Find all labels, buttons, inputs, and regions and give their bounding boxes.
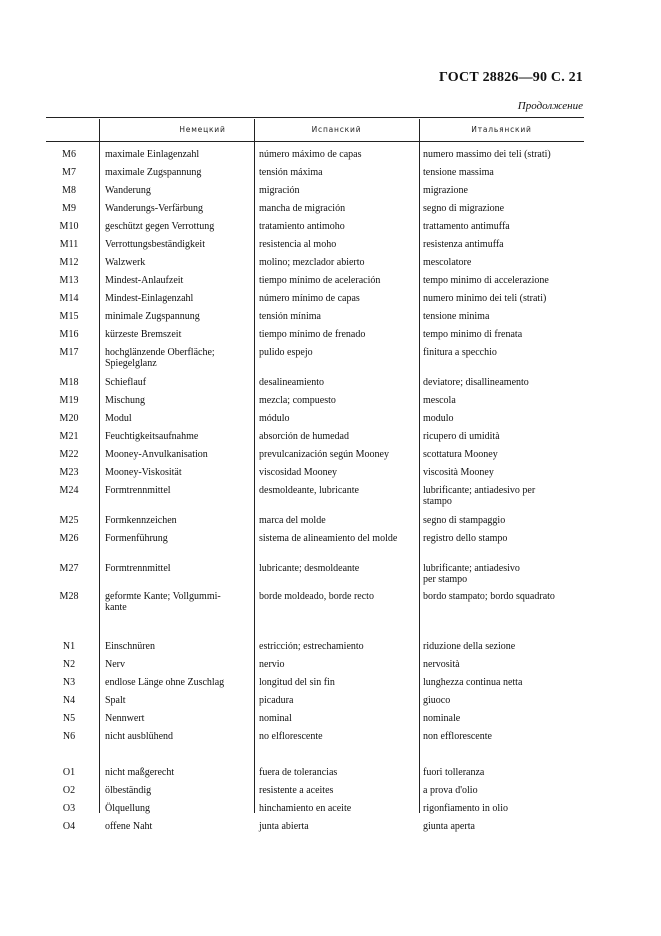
term-code: M28 [59,591,79,602]
term-code: M20 [59,413,79,424]
german-term: Spalt [105,695,126,706]
term-code: M19 [59,395,79,406]
italian-term: mescolatore [423,257,472,268]
term-code: N1 [62,641,76,652]
german-term: Mindest-Anlaufzeit [105,275,184,286]
italian-term: giunta aperta [423,821,475,832]
spanish-term: hinchamiento en aceite [259,803,352,814]
spanish-term: tensión mínima [259,311,321,322]
spanish-term: número máximo de capas [259,149,362,160]
spanish-term: nervio [259,659,285,670]
spanish-term: lubricante; desmoldeante [259,563,360,574]
italian-term: trattamento antimuffa [423,221,510,232]
column-header-german: Немецкий [179,125,226,134]
italian-term: riduzione della sezione [423,641,516,652]
spanish-term: junta abierta [259,821,309,832]
german-term: geformte Kante; Vollgummi- kante [105,591,221,613]
italian-term: lubrificante; antiadesivo per stampo [423,485,536,507]
term-code: M12 [59,257,79,268]
spanish-term: sistema de alineamiento del molde [259,533,398,544]
spanish-term: tiempo mínimo de frenado [259,329,366,340]
italian-term: resistenza antimuffa [423,239,504,250]
german-term: kürzeste Bremszeit [105,329,182,340]
spanish-term: mancha de migración [259,203,346,214]
spanish-term: módulo [259,413,290,424]
german-term: hochglänzende Oberfläche; Spiegelglanz [105,347,215,369]
german-term: ölbeständig [105,785,152,796]
term-code: M14 [59,293,79,304]
italian-term: segno di stampaggio [423,515,506,526]
spanish-term: resistencia al moho [259,239,337,250]
term-code: M6 [62,149,76,160]
german-term: Walzwerk [105,257,146,268]
term-code: M18 [59,377,79,388]
continuation-label: Продолжение [517,100,583,112]
term-code: O3 [62,803,76,814]
column-divider [99,119,100,813]
german-term: Mischung [105,395,145,406]
spanish-term: marca del molde [259,515,326,526]
italian-term: tensione minima [423,311,490,322]
spanish-term: mezcla; compuesto [259,395,336,406]
italian-term: deviatore; disallineamento [423,377,529,388]
italian-term: tempo minimo di frenata [423,329,523,340]
term-code: M8 [62,185,76,196]
column-divider [419,119,420,813]
german-term: Mindest-Einlagenzahl [105,293,194,304]
spanish-term: molino; mezclador abierto [259,257,365,268]
german-term: Formenführung [105,533,168,544]
term-code: O1 [62,767,76,778]
german-term: minimale Zugspannung [105,311,200,322]
term-code: M7 [62,167,76,178]
spanish-term: absorción de humedad [259,431,349,442]
italian-term: a prova d'olio [423,785,478,796]
italian-term: segno di migrazione [423,203,505,214]
spanish-term: nominal [259,713,292,724]
german-term: geschützt gegen Verrottung [105,221,215,232]
german-term: Einschnüren [105,641,155,652]
spanish-term: longitud del sin fin [259,677,335,688]
italian-term: giuoco [423,695,451,706]
german-term: Nerv [105,659,125,670]
spanish-term: estricción; estrechamiento [259,641,364,652]
term-code: M13 [59,275,79,286]
spanish-term: resistente a aceites [259,785,334,796]
column-header-italian: Итальянский [471,125,532,134]
italian-term: scottatura Mooney [423,449,498,460]
italian-term: ricupero di umidità [423,431,500,442]
term-code: M9 [62,203,76,214]
german-term: maximale Zugspannung [105,167,202,178]
italian-term: registro dello stampo [423,533,508,544]
german-term: Feuchtigkeitsaufnahme [105,431,199,442]
term-code: M23 [59,467,79,478]
spanish-term: tiempo mínimo de aceleración [259,275,381,286]
german-term: Wanderung [105,185,151,196]
german-term: nicht ausblühend [105,731,174,742]
italian-term: migrazione [423,185,468,196]
italian-term: tempo minimo di accelerazione [423,275,549,286]
spanish-term: tratamiento antimoho [259,221,345,232]
spanish-term: desalineamiento [259,377,324,388]
italian-term: numero minimo dei teli (strati) [423,293,547,304]
spanish-term: tensión máxima [259,167,323,178]
german-term: endlose Länge ohne Zuschlag [105,677,225,688]
german-term: Formtrennmittel [105,563,171,574]
german-term: Ölquellung [105,803,150,814]
terms-table [46,117,584,832]
term-code: M17 [59,347,79,358]
german-term: Formtrennmittel [105,485,171,496]
italian-term: nominale [423,713,461,724]
spanish-term: pulido espejo [259,347,313,358]
spanish-term: prevulcanización según Mooney [259,449,389,460]
column-header-spanish: Испанский [311,125,362,134]
spanish-term: fuera de tolerancias [259,767,338,778]
term-code: M11 [59,239,79,250]
german-term: maximale Einlagenzahl [105,149,200,160]
term-code: M10 [59,221,79,232]
italian-term: lubrificante; antiadesivo per stampo [423,563,520,585]
german-term: Mooney-Viskosität [105,467,182,478]
term-code: O2 [62,785,76,796]
italian-term: rigonfiamento in olio [423,803,508,814]
italian-term: bordo stampato; bordo squadrato [423,591,555,602]
italian-term: lunghezza continua netta [423,677,523,688]
term-code: N5 [62,713,76,724]
german-term: Mooney-Anvulkanisation [105,449,208,460]
italian-term: finitura a specchio [423,347,497,358]
term-code: M25 [59,515,79,526]
spanish-term: picadura [259,695,294,706]
term-code: N4 [62,695,76,706]
german-term: Formkennzeichen [105,515,177,526]
german-term: Wanderungs-Verfärbung [105,203,204,214]
term-code: N2 [62,659,76,670]
italian-term: tensione massima [423,167,494,178]
term-code: N3 [62,677,76,688]
spanish-term: viscosidad Mooney [259,467,338,478]
term-code: O4 [62,821,76,832]
term-code: M21 [59,431,79,442]
term-code: M24 [59,485,79,496]
term-code: N6 [62,731,76,742]
spanish-term: desmoldeante, lubricante [259,485,359,496]
column-divider [254,119,255,813]
italian-term: mescola [423,395,456,406]
italian-term: non efflorescente [423,731,492,742]
italian-term: fuori tolleranza [423,767,485,778]
term-code: M22 [59,449,79,460]
term-code: M27 [59,563,79,574]
italian-term: numero massimo dei teli (strati) [423,149,551,160]
page-header: ГОСТ 28826—90 С. 21 [439,70,583,85]
german-term: offene Naht [105,821,153,832]
german-term: Nennwert [105,713,145,724]
italian-term: nervosità [423,659,460,670]
spanish-term: no elflorescente [259,731,323,742]
german-term: Verrottungsbeständigkeit [105,239,205,250]
term-code: M16 [59,329,79,340]
italian-term: modulo [423,413,454,424]
german-term: Modul [105,413,132,424]
german-term: Schieflauf [105,377,147,388]
term-code: M15 [59,311,79,322]
term-code: M26 [59,533,79,544]
spanish-term: borde moldeado, borde recto [259,591,374,602]
italian-term: viscosità Mooney [423,467,494,478]
german-term: nicht maßgerecht [105,767,175,778]
table-header [46,117,584,142]
spanish-term: migración [259,185,300,196]
spanish-term: número mínimo de capas [259,293,360,304]
